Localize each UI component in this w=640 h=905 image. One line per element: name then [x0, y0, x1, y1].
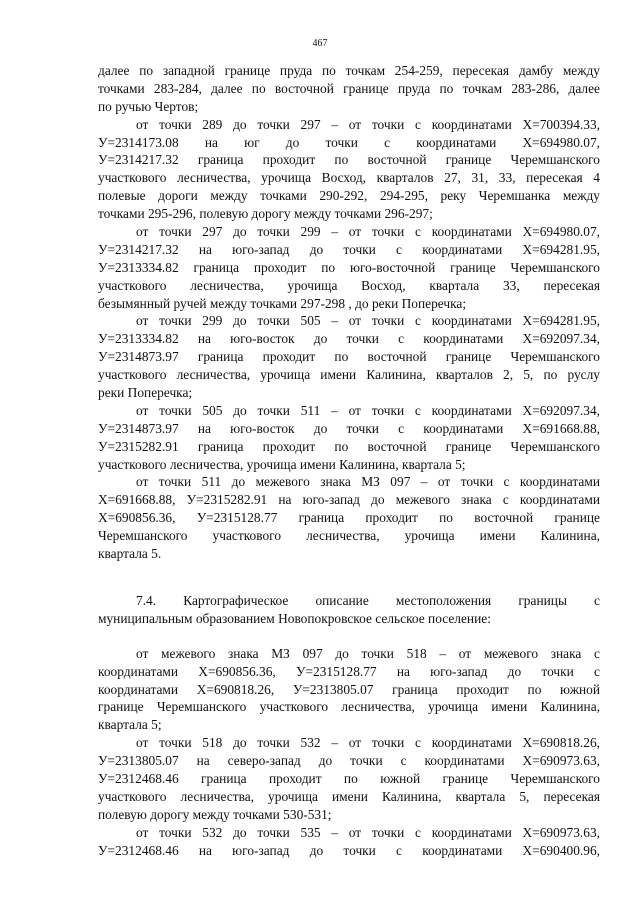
text-line: У=2314873.97 на юго-восток до точки с координатами Х=691668.88,	[98, 420, 600, 436]
document-body	[98, 62, 600, 859]
text-line: У=2315282.91 граница проходит по восточной границе Черемшанского	[98, 438, 600, 454]
text-line: границе Черемшанского участкового лесничества, урочища имени Калинина,	[98, 699, 600, 715]
text-line: У=2313334.82 на юго-восток до точки с координатами Х=692097.34,	[98, 331, 600, 347]
text-line: точками 295-296, полевую дорогу между точками 296-297;	[98, 206, 433, 222]
page-number: 467	[312, 38, 328, 49]
text-line: от межевого знака МЗ 097 до точки 518 – от межевого знака с	[136, 645, 600, 661]
section-heading	[98, 592, 600, 628]
text-line: от точки 289 до точки 297 – от точки с координатами Х=700394.33,	[136, 116, 600, 132]
paragraph	[98, 473, 600, 562]
text-line: У=2312468.46 на юго-запад до точки с координатами Х=690400.96,	[98, 842, 600, 858]
text-line: У=2313334.82 граница проходит по юго-восточной границе Черемшанского	[98, 259, 600, 275]
text-line: Черемшанского участкового лесничества, урочища имени Калинина,	[98, 528, 600, 544]
text-line: участкового лесничества, урочища имени Калинина, квартала 5, пересекая	[98, 788, 600, 804]
paragraph	[98, 62, 600, 116]
paragraph	[98, 824, 600, 860]
text-line: реки Поперечка;	[98, 385, 193, 401]
text-line: точками 283-284, далее по восточной границе пруда по точкам 283-286, далее	[98, 80, 600, 96]
text-line: далее по западной границе пруда по точкам 254-259, пересекая дамбу между	[98, 63, 600, 78]
text-line: муниципальным образованием Новопокровское сельское поселение:	[98, 610, 491, 626]
paragraph	[98, 645, 600, 734]
text-line: полевую дорогу между точками 530-531;	[98, 806, 332, 822]
text-line: координатами Х=690818.26, У=2313805.07 граница проходит по южной	[98, 681, 600, 697]
text-line: Х=690856.36, У=2315128.77 граница проходит по восточной границе	[98, 510, 600, 526]
text-line: от точки 532 до точки 535 – от точки с координатами Х=690973.63,	[136, 824, 600, 840]
text-line: У=2314217.32 граница проходит по восточной границе Черемшанского	[98, 152, 600, 168]
text-line: 7.4. Картографическое описание местоположения границы с	[136, 592, 600, 608]
text-line: от точки 511 до межевого знака МЗ 097 – от точки с координатами	[136, 474, 600, 490]
text-line: полевые дороги между точками 290-292, 294-295, реку Черемшанка между	[98, 188, 600, 204]
text-line: от точки 505 до точки 511 – от точки с координатами Х=692097.34,	[136, 402, 600, 418]
text-line: участкового лесничества, урочища Восход, квартала 33, пересекая	[98, 277, 600, 293]
text-line: У=2314217.32 на юго-запад до точки с координатами Х=694281.95,	[98, 241, 600, 257]
text-line: координатами Х=690856.36, У=2315128.77 на юго-запад до точки с	[98, 663, 600, 679]
text-line: квартала 5.	[98, 546, 162, 562]
text-line: безымянный ручей между точками 297-298 , до реки Поперечка;	[98, 295, 467, 311]
text-line: от точки 297 до точки 299 – от точки с координатами Х=694980.07,	[136, 224, 600, 240]
paragraph	[98, 312, 600, 401]
text-line: У=2312468.46 граница проходит по южной границе Черемшанского	[98, 770, 600, 786]
paragraph	[98, 223, 600, 312]
text-line: от точки 518 до точки 532 – от точки с координатами Х=690818.26,	[136, 735, 600, 751]
section-gap	[98, 563, 600, 592]
text-line: Х=691668.88, У=2315282.91 на юго-запад до межевого знака с координатами	[98, 492, 600, 508]
paragraph	[98, 116, 600, 223]
text-line: У=2313805.07 на северо-запад до точки с координатами Х=690973.63,	[98, 753, 600, 769]
text-line: по ручью Чертов;	[98, 98, 199, 114]
text-line: квартала 5;	[98, 717, 162, 733]
paragraph	[98, 734, 600, 823]
section-gap	[98, 628, 600, 645]
text-line: от точки 299 до точки 505 – от точки с координатами Х=694281.95,	[136, 313, 600, 329]
text-line: У=2314873.97 граница проходит по восточной границе Черемшанского	[98, 349, 600, 365]
text-line: участкового лесничества, урочища Восход, кварталов 27, 31, 33, пересекая 4	[98, 170, 600, 186]
paragraph	[98, 402, 600, 474]
text-line: участкового лесничества, урочища имени Калинина, квартала 5;	[98, 456, 466, 472]
text-line: участкового лесничества, урочища имени Калинина, кварталов 2, 5, по руслу	[98, 367, 600, 383]
text-line: У=2314173.08 на юг до точки с координатами Х=694980.07,	[98, 134, 600, 150]
